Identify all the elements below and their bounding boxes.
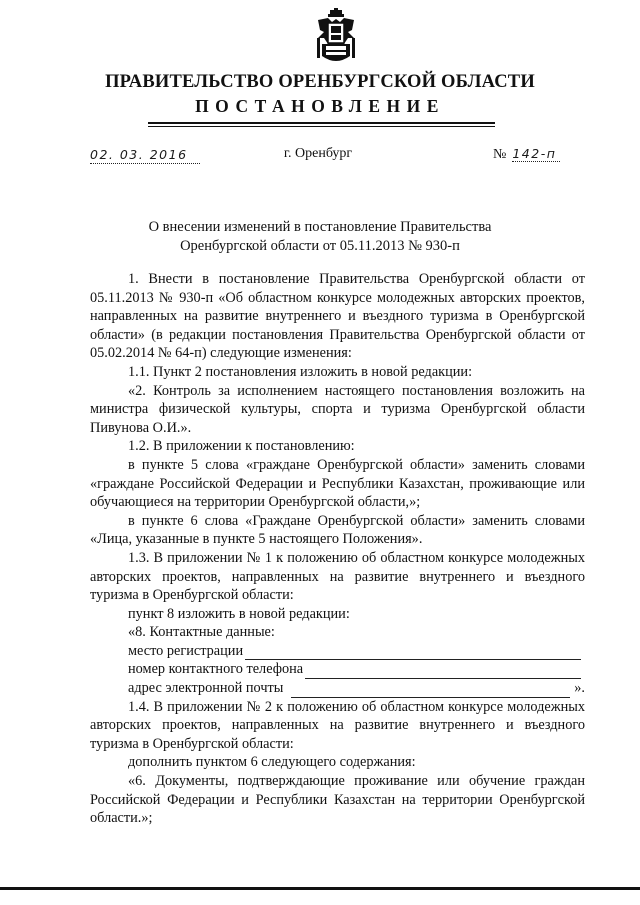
- number-label: №: [493, 147, 507, 162]
- paragraph-contacts: «8. Контактные данные:: [128, 624, 275, 641]
- field-phone-blank: [305, 665, 581, 679]
- paragraph-item-8: пункт 8 изложить в новой редакции:: [128, 605, 350, 622]
- paragraph-1-3: 1.3. В приложении № 1 к положению об областном конкурсе молодежных авторских проектов, направленных на развитие внутреннего и въездного туризма в Оренбургской области:: [90, 549, 585, 604]
- organization-name: ПРАВИТЕЛЬСТВО ОРЕНБУРГСКОЙ ОБЛАСТИ: [105, 72, 535, 92]
- header-rule-thin: [148, 126, 495, 127]
- title-line-2: Оренбургской области от 05.11.2013 № 930-п: [180, 238, 460, 254]
- field-phone: [90, 660, 585, 679]
- document-title: [0, 218, 640, 256]
- field-registration-label: место регистрации: [128, 642, 244, 659]
- coat-of-arms-icon: [314, 8, 358, 66]
- paragraph-item-5: в пункте 5 слова «граждане Оренбургской области» заменить словами «граждане Российской Федерации и Республики Казахстан, проживающие или обучающиеся на территории Оренбургской области,»;: [90, 456, 585, 511]
- city: г. Оренбург: [283, 146, 353, 161]
- paragraph-item-6: в пункте 6 слова «Граждане Оренбургской области» заменить словами «Лица, указанные в пункте 5 настоящего Положения».: [90, 512, 585, 548]
- document-body: [90, 270, 585, 828]
- field-email-end: ».: [574, 680, 585, 697]
- paragraph-1-2: 1.2. В приложении к постановлению:: [128, 438, 355, 455]
- paragraph-quote-2: «2. Контроль за исполнением настоящего постановления возложить на министра физической культуры, спорта и туризма Оренбургской области Пивунова О.И.».: [90, 382, 585, 436]
- paragraph-1-1: 1.1. Пункт 2 постановления изложить в новой редакции:: [128, 363, 473, 380]
- paragraph-1: 1. Внести в постановление Правительства Оренбургской области от 05.11.2013 № 930-п «Об областном конкурсе молодежных авторских проектов, направленных на развитие внутреннего и въездного туризма в Оренбургской области» (в редакции постановления Правительства Оренбургской области от 05.02.2014 № 64-п) следующие изменения:: [90, 271, 585, 362]
- field-email: [90, 679, 585, 698]
- field-email-blank: [291, 684, 570, 698]
- field-registration: [90, 642, 585, 661]
- paragraph-quote-6: «6. Документы, подтверждающие проживание или обучение граждан Российской Федерации и Республики Казахстан на территории Оренбургской области.»;: [90, 773, 585, 827]
- paragraph-add-6: дополнить пунктом 6 следующего содержания:: [128, 754, 416, 771]
- number-value: 142-п: [512, 146, 560, 162]
- paragraph-1-4: 1.4. В приложении № 2 к положению об областном конкурсе молодежных авторских проектов, направленных на развитие внутреннего и въездного туризма в Оренбургской области:: [90, 698, 585, 752]
- document-number: [493, 146, 560, 163]
- field-phone-label: номер контактного телефона: [128, 661, 304, 678]
- field-registration-blank: [245, 646, 581, 660]
- document-type: ПОСТАНОВЛЕНИЕ: [195, 96, 445, 116]
- header-rule: [148, 122, 495, 124]
- document-date: 02. 03. 2016: [90, 147, 200, 164]
- page-bottom-rule: [0, 887, 640, 890]
- title-line-1: О внесении изменений в постановление Правительства: [148, 219, 492, 235]
- field-email-label: адрес электронной почты: [128, 680, 284, 697]
